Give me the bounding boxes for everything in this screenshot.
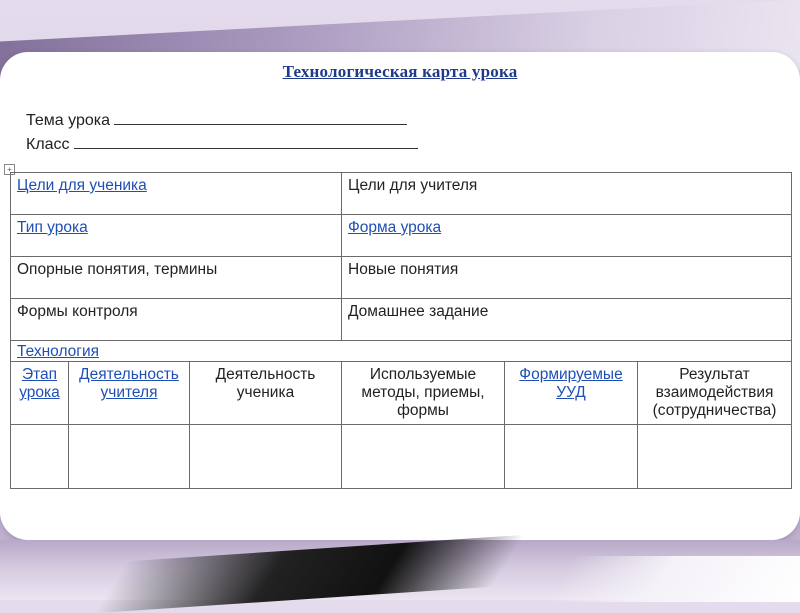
table-row	[11, 215, 792, 257]
column-header[interactable]	[190, 362, 342, 425]
table-cell[interactable]	[11, 299, 342, 341]
lesson-plan-table	[10, 172, 792, 489]
column-header[interactable]	[638, 362, 792, 425]
control-forms-label: Формы контроля	[17, 303, 138, 320]
column-header[interactable]	[505, 362, 638, 425]
lesson-topic-label: Тема урока	[26, 112, 110, 129]
table-row	[11, 173, 792, 215]
table-row	[11, 425, 792, 489]
class-blank	[74, 134, 418, 149]
column-header[interactable]	[11, 362, 69, 425]
table-cell[interactable]	[342, 299, 792, 341]
table-row	[11, 341, 792, 362]
table-cell[interactable]	[11, 257, 342, 299]
lesson-form-link[interactable]: Форма урока	[348, 219, 442, 236]
homework-label: Домашнее задание	[348, 303, 489, 320]
technology-link[interactable]: Технология	[17, 343, 100, 360]
table-row	[11, 299, 792, 341]
table-cell[interactable]	[342, 215, 792, 257]
table-cell[interactable]	[11, 341, 792, 362]
key-concepts-label: Опорные понятия, термины	[17, 261, 218, 278]
goals-student-link[interactable]: Цели для ученика	[17, 177, 147, 194]
teacher-activity-link[interactable]: Деятельность учителя	[79, 366, 179, 401]
light-swoosh-decoration	[547, 556, 800, 602]
table-move-handle-icon[interactable]: +	[4, 164, 15, 175]
result-label: Результат взаимодействия (сотрудничества)	[652, 366, 777, 419]
table-cell[interactable]	[342, 173, 792, 215]
table-cell[interactable]	[342, 257, 792, 299]
table-cell[interactable]	[11, 173, 342, 215]
methods-label: Используемые методы, приемы, формы	[361, 366, 485, 419]
lesson-topic-field	[26, 110, 407, 130]
table-cell[interactable]	[342, 425, 505, 489]
class-field	[26, 134, 418, 154]
lesson-type-link[interactable]: Тип урока	[17, 219, 88, 236]
lesson-topic-blank	[114, 110, 407, 125]
student-activity-label: Деятельность ученика	[215, 366, 316, 401]
document-title: Технологическая карта урока	[282, 62, 518, 81]
class-label: Класс	[26, 136, 70, 153]
table-cell[interactable]	[11, 215, 342, 257]
table-cell[interactable]	[190, 425, 342, 489]
goals-teacher-label: Цели для учителя	[348, 177, 478, 194]
table-row	[11, 257, 792, 299]
stage-link[interactable]: Этап урока	[19, 366, 60, 401]
new-concepts-label: Новые понятия	[348, 261, 459, 278]
table-cell[interactable]	[11, 425, 69, 489]
table-cell[interactable]	[505, 425, 638, 489]
uud-link[interactable]: Формируемые УУД	[519, 366, 623, 401]
table-cell[interactable]	[69, 425, 190, 489]
column-header[interactable]	[69, 362, 190, 425]
column-header[interactable]	[342, 362, 505, 425]
table-header-row	[11, 362, 792, 425]
table-cell[interactable]	[638, 425, 792, 489]
